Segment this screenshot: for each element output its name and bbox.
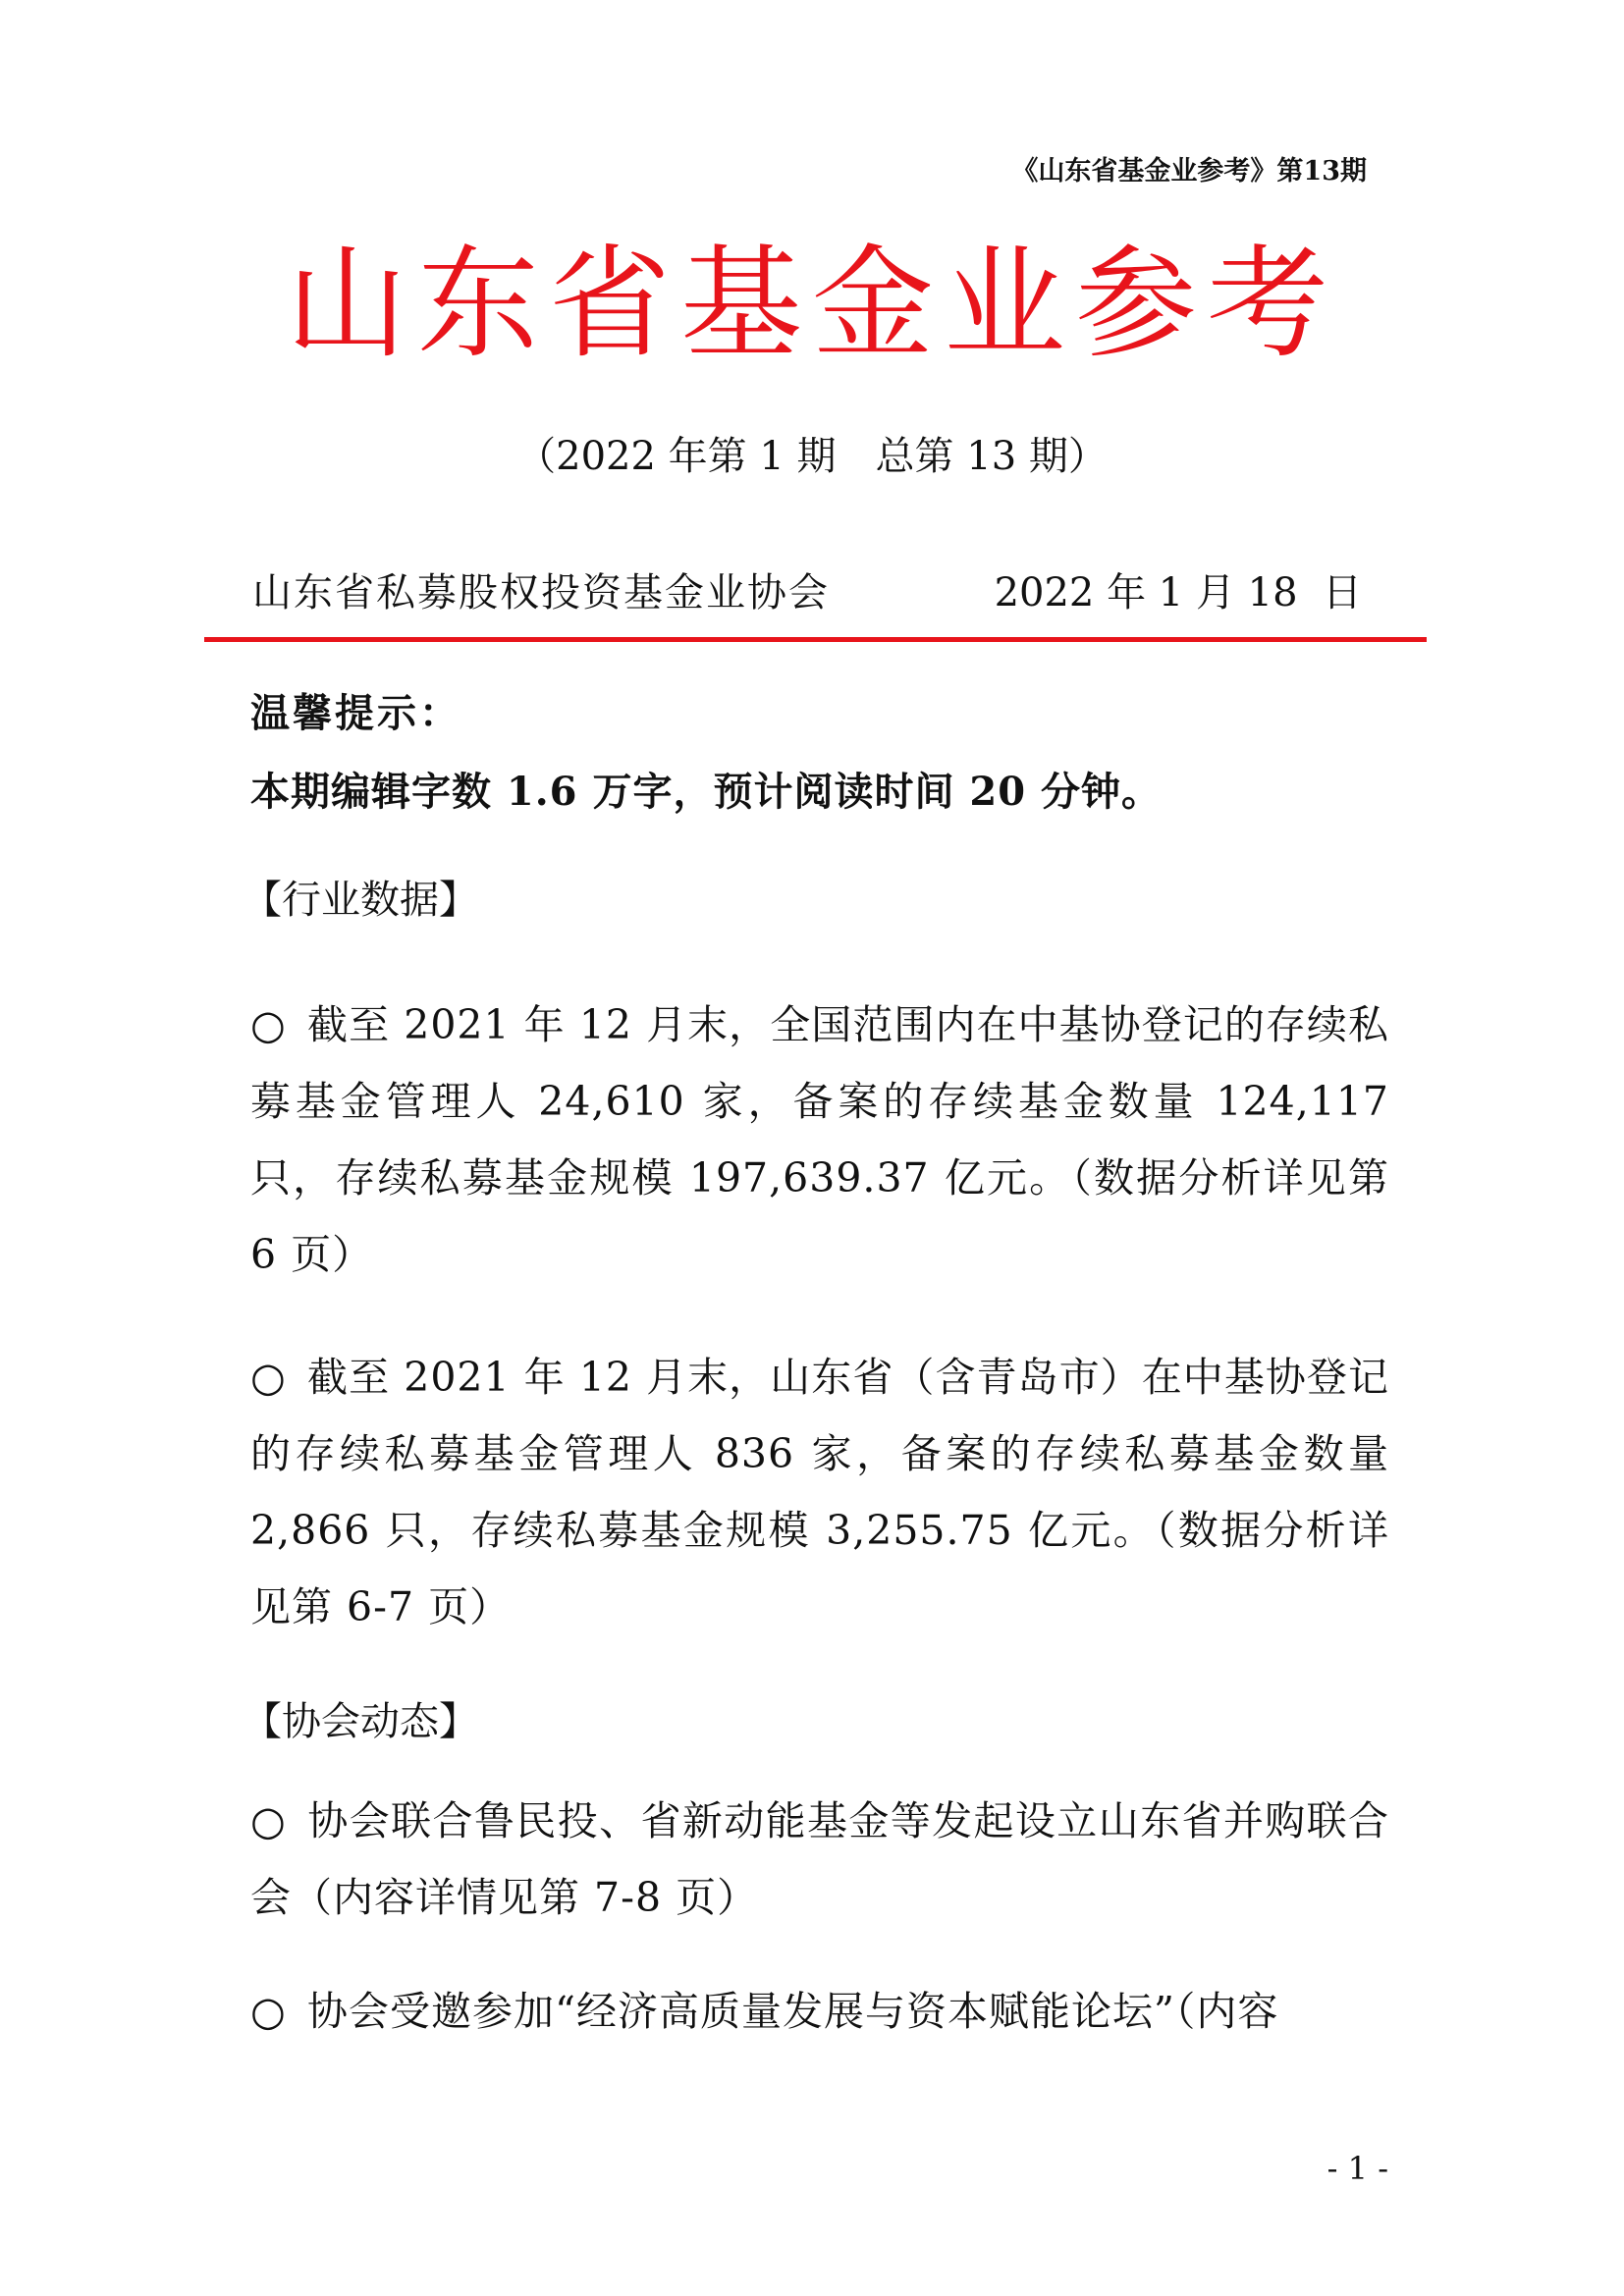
tip-body: 本期编辑字数 1.6 万字，预计阅读时间 20 分钟。 <box>250 769 1162 815</box>
section-heading-association-news: 【协会动态】 <box>243 1699 478 1744</box>
publisher-name: 山东省私募股权投资基金业协会 <box>252 570 830 615</box>
list-item <box>250 1973 1389 2050</box>
tip-title: 温馨提示： <box>250 690 461 736</box>
issue-number: （2022 年第 1 期 总第 13 期） <box>516 434 1108 479</box>
bullet-circle-icon: ○ <box>250 1001 287 1048</box>
list-item-text: 协会联合鲁民投、省新动能基金等发起设立山东省并购联合会（内容详情见第 7-8 页） <box>250 1797 1389 1921</box>
list-item-text: 截至 2021 年 12 月末，全国范围内在中基协登记的存续私募基金管理人 24,610 家，备案的存续基金数量 124,117 只，存续私募基金规模 197,639.37 亿元。（数据分析详见第 6 页） <box>250 1001 1389 1278</box>
red-divider <box>204 637 1427 642</box>
list-item <box>250 1783 1389 1936</box>
list-item-text: 截至 2021 年 12 月末，山东省（含青岛市）在中基协登记的存续私募基金管理人 836 家，备案的存续私募基金数量 2,866 只，存续私募基金规模 3,255.75 亿元。（数据分析详见第 6-7 页） <box>250 1354 1389 1630</box>
running-header: 《山东省基金业参考》第13期 <box>1011 156 1367 187</box>
list-item-text: 协会受邀参加“经济高质量发展与资本赋能论坛”（内容 <box>307 1988 1279 2035</box>
section-heading-industry-data: 【行业数据】 <box>243 878 478 923</box>
list-item <box>250 1339 1389 1645</box>
bullet-circle-icon: ○ <box>250 1354 287 1401</box>
masthead-title: 山东省基金业参考 <box>285 234 1338 375</box>
list-item <box>250 987 1389 1293</box>
publisher-line <box>252 561 1362 617</box>
publish-date: 2022 年 1 月 18 日 <box>994 570 1362 615</box>
bullet-circle-icon: ○ <box>250 1988 287 2035</box>
page-number: - 1 - <box>1326 2150 1388 2187</box>
bullet-circle-icon: ○ <box>250 1797 287 1844</box>
